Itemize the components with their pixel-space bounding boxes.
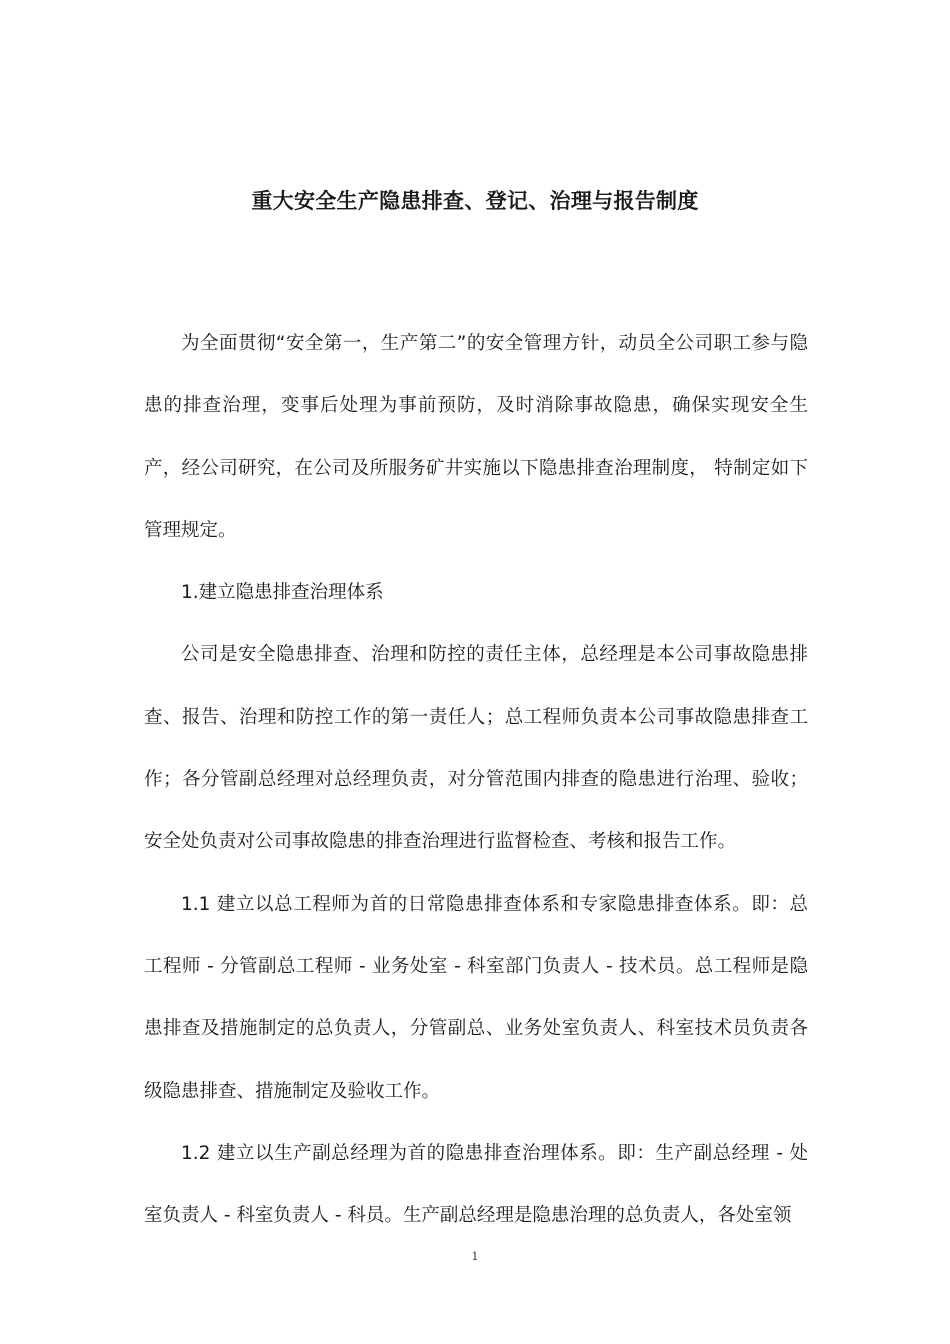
- document-title: 重大安全生产隐患排查、登记、治理与报告制度: [251, 189, 699, 213]
- section-1-2-paragraph: 1.2 建立以生产副总经理为首的隐患排查治理体系。即：生产副总经理 - 处室负责人 - 科室负责人 - 科员。生产副总经理是隐患治理的总负责人，各处室领: [144, 1142, 808, 1227]
- section-1-paragraph: 公司是安全隐患排查、治理和防控的责任主体，总经理是本公司事故隐患排查、报告、治理和防控工作的第一责任人；总工程师负责本公司事故隐患排查工作；各分管副总经理对总经理负责，对分管范围内排查的隐患进行治理、验收；安全处负责对公司事故隐患的排查治理进行监督检查、考核和报告工作。: [144, 644, 808, 853]
- document-body: [144, 313, 808, 1247]
- section-1-1-paragraph: 1.1 建立以总工程师为首的日常隐患排查体系和专家隐患排查体系。即：总工程师 - 分管副总工程师 - 业务处室 - 科室部门负责人 - 技术员。总工程师是隐患排查及措施制定的总负责人，分管副总、业务处室负责人、科室技术员负责各级隐患排查、措施制定及验收工作。: [144, 893, 808, 1102]
- page-number: 1: [471, 1250, 479, 1263]
- intro-paragraph: 为全面贯彻“安全第一，生产第二”的安全管理方针，动员全公司职工参与隐患的排查治理，变事后处理为事前预防，及时消除事故隐患，确保实现安全生产，经公司研究，在公司及所服务矿井实施以下隐患排查治理制度， 特制定如下管理规定。: [144, 333, 808, 541]
- section-heading-1: 1.建立隐患排查治理体系: [181, 582, 384, 604]
